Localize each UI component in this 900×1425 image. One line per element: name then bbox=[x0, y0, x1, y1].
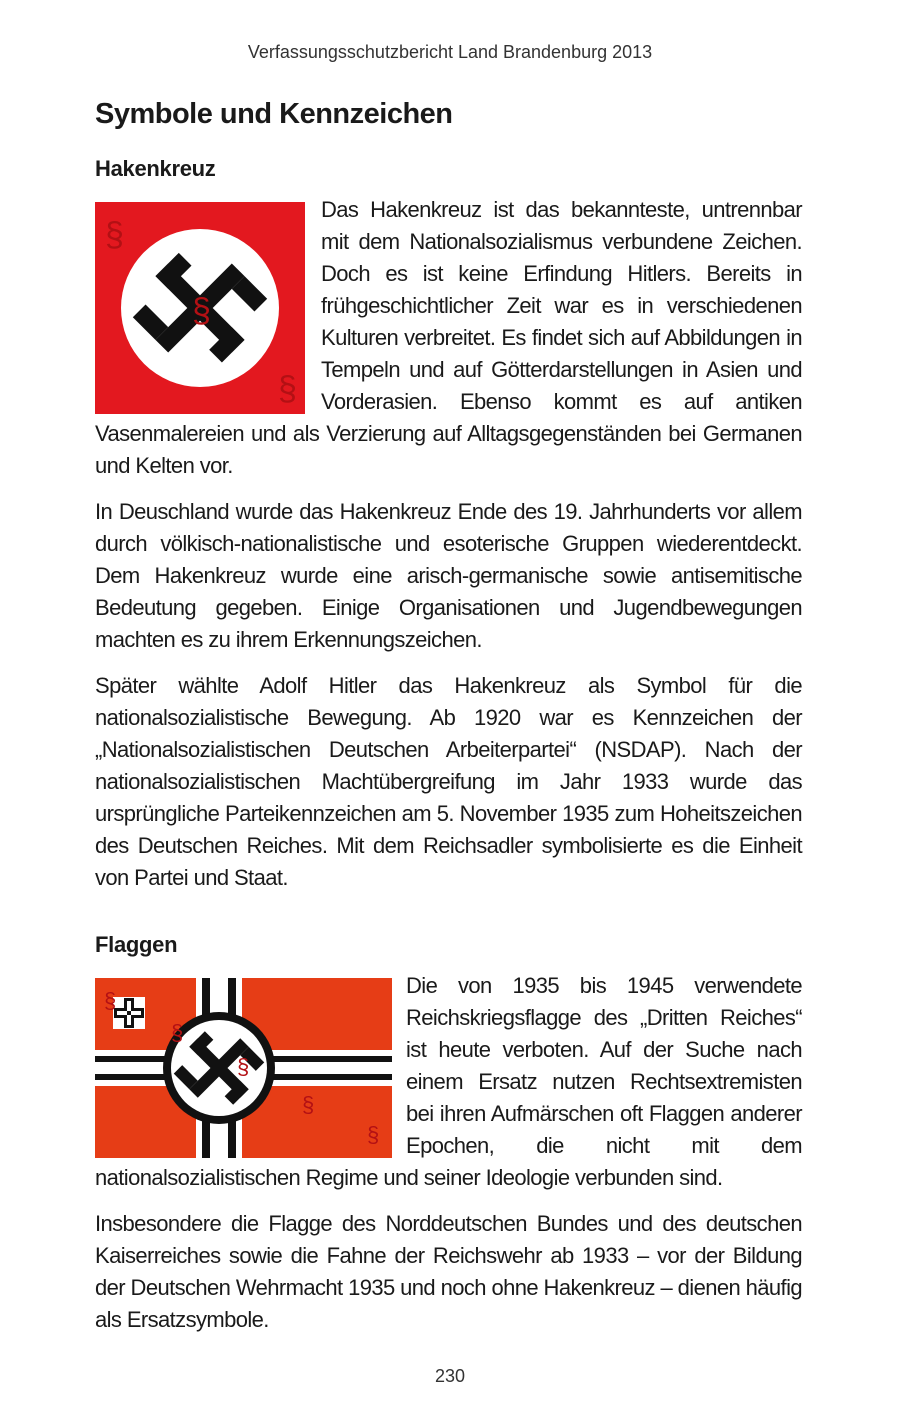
paragraph-mark-bottom-right: § bbox=[278, 370, 297, 408]
page-content bbox=[95, 96, 802, 1350]
hakenkreuz-paragraph-2: In Deuschland wurde das Hakenkreuz Ende des 19. Jahrhunderts vor allem durch völkisch-nationalistische und esoterische Gruppen wiederentdeckt. Dem Hakenkreuz wurde eine arisch-germanische sowie antisemitische Bedeutung gegeben. Einige Organisationen und Jugendbewegungen machten es zu ihrem Erkennungszeichen. bbox=[95, 499, 802, 652]
paragraph-mark-center: § bbox=[192, 292, 211, 330]
iron-cross-canton bbox=[113, 997, 145, 1029]
paragraph-mark-canton: § bbox=[104, 988, 117, 1013]
hakenkreuz-flag-figure bbox=[95, 202, 305, 414]
hakenkreuz-paragraph-3: Später wählte Adolf Hitler das Hakenkreuz als Symbol für die nationalsozialistische Bewegung. Ab 1920 war es Kennzeichen der „Nationalsozialistischen Deutschen Arbeiterpartei“ (NSDAP). Nach der nationalsozialistischen Machtübergreifung im Jahr 1933 wurde das ursprüngliche Parteikennzeichen am 5. November 1935 zum Hoheitszeichen des Deutschen Reiches. Mit dem Reichsadler symbolisierte es die Einheit von Partei und Staat. bbox=[95, 673, 802, 890]
paragraph-mark-disc-left: § bbox=[171, 1020, 184, 1045]
paragraph-mark-disc-right: § bbox=[237, 1054, 250, 1079]
reichskriegsflagge-figure bbox=[95, 978, 392, 1158]
flaggen-paragraph-1: Die von 1935 bis 1945 verwendete Reichskriegsflagge des „Dritten Reiches“ ist heute verboten. Auf der Suche nach einem Ersatz nutzen Rechtsextremisten bei ihren Aufmärschen oft Flaggen anderer Epochen, die nicht mit dem nationalsozialistischen Regime und seiner Ideologie verbunden sind. bbox=[95, 973, 802, 1190]
page-number: 230 bbox=[434, 1366, 466, 1386]
flaggen-heading: Flaggen bbox=[95, 932, 178, 957]
hakenkreuz-heading: Hakenkreuz bbox=[95, 156, 216, 181]
hakenkreuz-paragraph-1: Das Hakenkreuz ist das bekannteste, untrennbar mit dem Nationalsozialismus verbundene Zeichen. Doch es ist keine Erfindung Hitlers. Bereits in frühgeschichtlicher Zeit war es in verschiedenen Kulturen verbreitet. Es findet sich auf Abbildungen in Tempeln und auf Götterdarstellungen in Asien und Vorderasien. Ebenso kommt es auf antiken Vasenmalereien und als Verzierung auf Alltagsgegenständen bei Germanen und Kelten vor. bbox=[95, 197, 802, 478]
section-title: Symbole und Kennzeichen bbox=[95, 98, 453, 130]
paragraph-mark-top-left: § bbox=[105, 216, 124, 254]
paragraph-mark-field-bottom: § bbox=[367, 1122, 380, 1147]
flaggen-paragraph-2: Insbesondere die Flagge des Norddeutschen Bundes und des deutschen Kaiserreiches sowie die Fahne der Reichswehr ab 1933 – vor der Bildung der Deutschen Wehrmacht 1935 und noch ohne Hakenkreuz – dienen häufig als Ersatzsymbole. bbox=[95, 1211, 802, 1332]
paragraph-mark-field-middle: § bbox=[302, 1092, 315, 1117]
running-header: Verfassungsschutzbericht Land Brandenburg 2013 bbox=[247, 42, 653, 62]
